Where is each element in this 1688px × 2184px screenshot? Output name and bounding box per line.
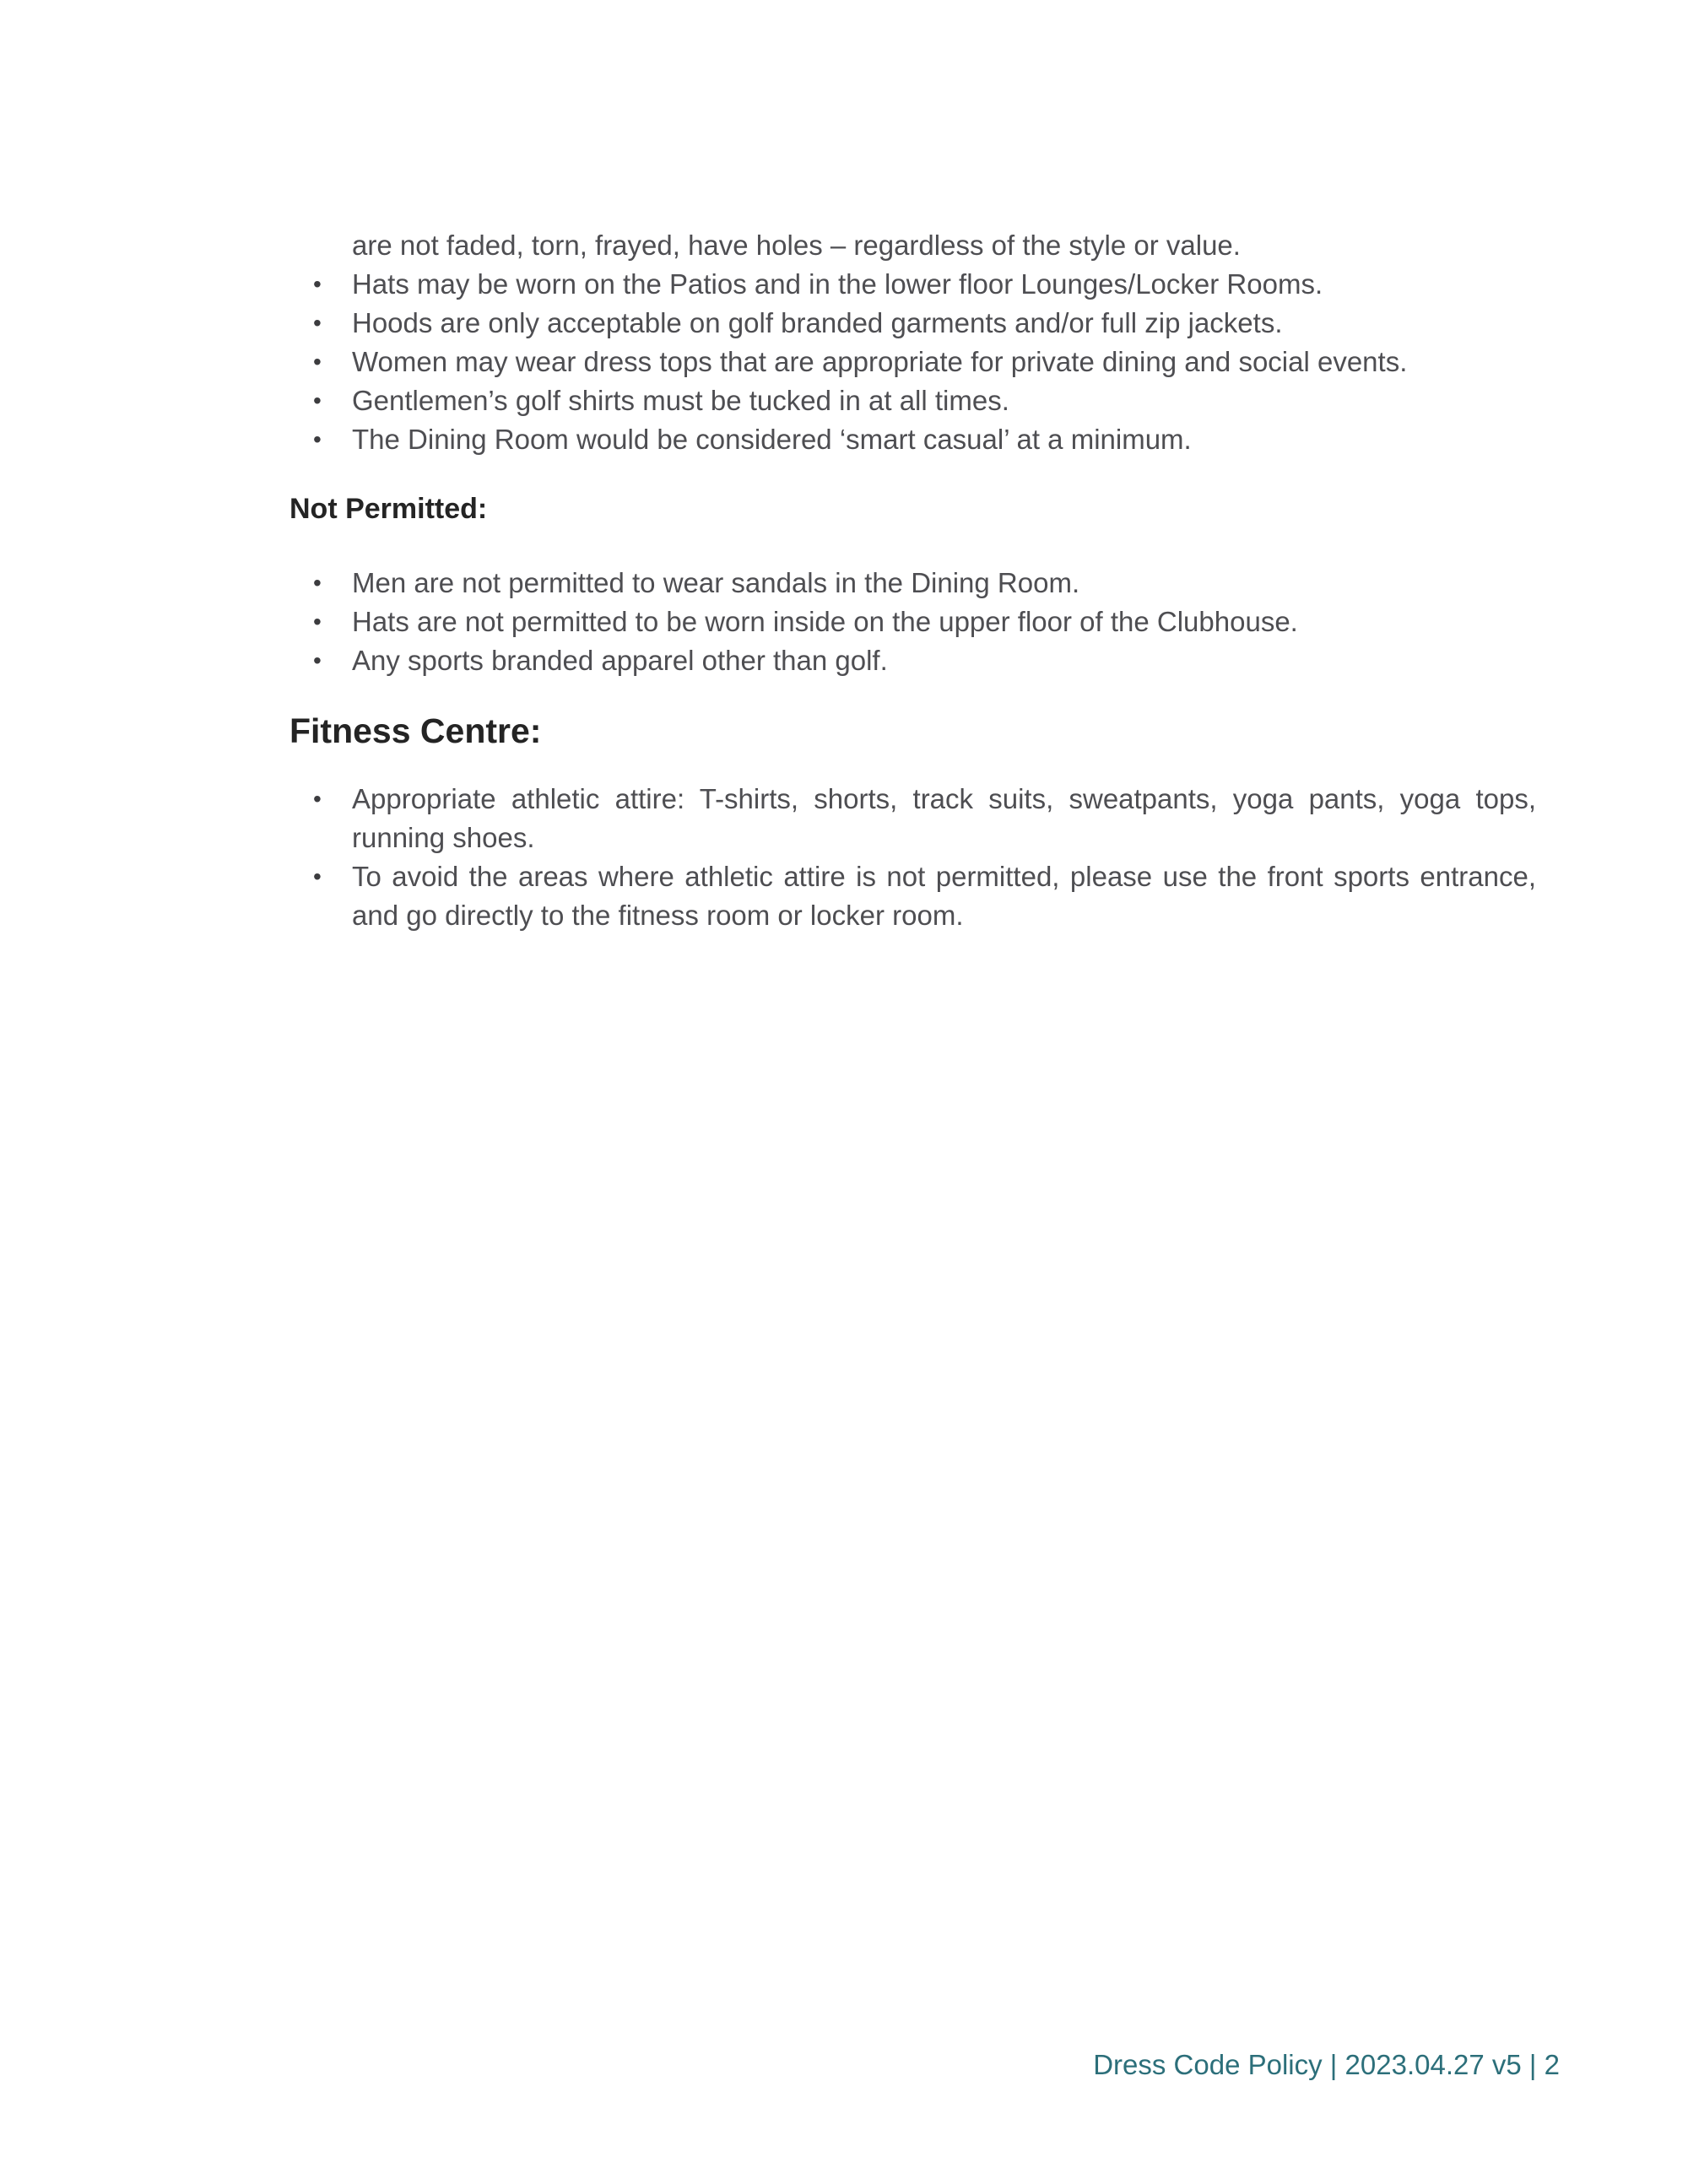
list-item: • Appropriate athletic attire: T-shirts, shorts, track suits, sweatpants, yoga pants, yoga tops, running shoes. (289, 780, 1536, 857)
fitness-centre-heading: Fitness Centre: (289, 711, 542, 750)
page-footer: Dress Code Policy | 2023.04.27 v5 | 2 (1093, 2049, 1560, 2080)
list-item: • Hoods are only acceptable on golf branded garments and/or full zip jackets. (289, 304, 1536, 343)
bullet-continuation-line: are not faded, torn, frayed, have holes – regardless of the style or value. (352, 230, 1241, 261)
list-item: • Women may wear dress tops that are appropriate for private dining and social events. (289, 343, 1536, 381)
list-item: • The Dining Room would be considered ‘smart casual’ at a minimum. (289, 420, 1536, 459)
list-item: • Gentlemen’s golf shirts must be tucked in at all times. (289, 381, 1536, 420)
page-content (289, 226, 1536, 935)
list-item: • Any sports branded apparel other than golf. (289, 641, 1536, 680)
general-rules-list (289, 265, 1536, 459)
list-item: • To avoid the areas where athletic attire is not permitted, please use the front sports entrance, and go directly to the fitness room or locker room. (289, 857, 1536, 935)
not-permitted-heading: Not Permitted: (289, 493, 488, 525)
list-item: • Men are not permitted to wear sandals in the Dining Room. (289, 564, 1536, 603)
not-permitted-list (289, 564, 1536, 680)
fitness-centre-list (289, 780, 1536, 935)
list-item: • Hats may be worn on the Patios and in the lower floor Lounges/Locker Rooms. (289, 265, 1536, 304)
list-item: • Hats are not permitted to be worn inside on the upper floor of the Clubhouse. (289, 603, 1536, 641)
